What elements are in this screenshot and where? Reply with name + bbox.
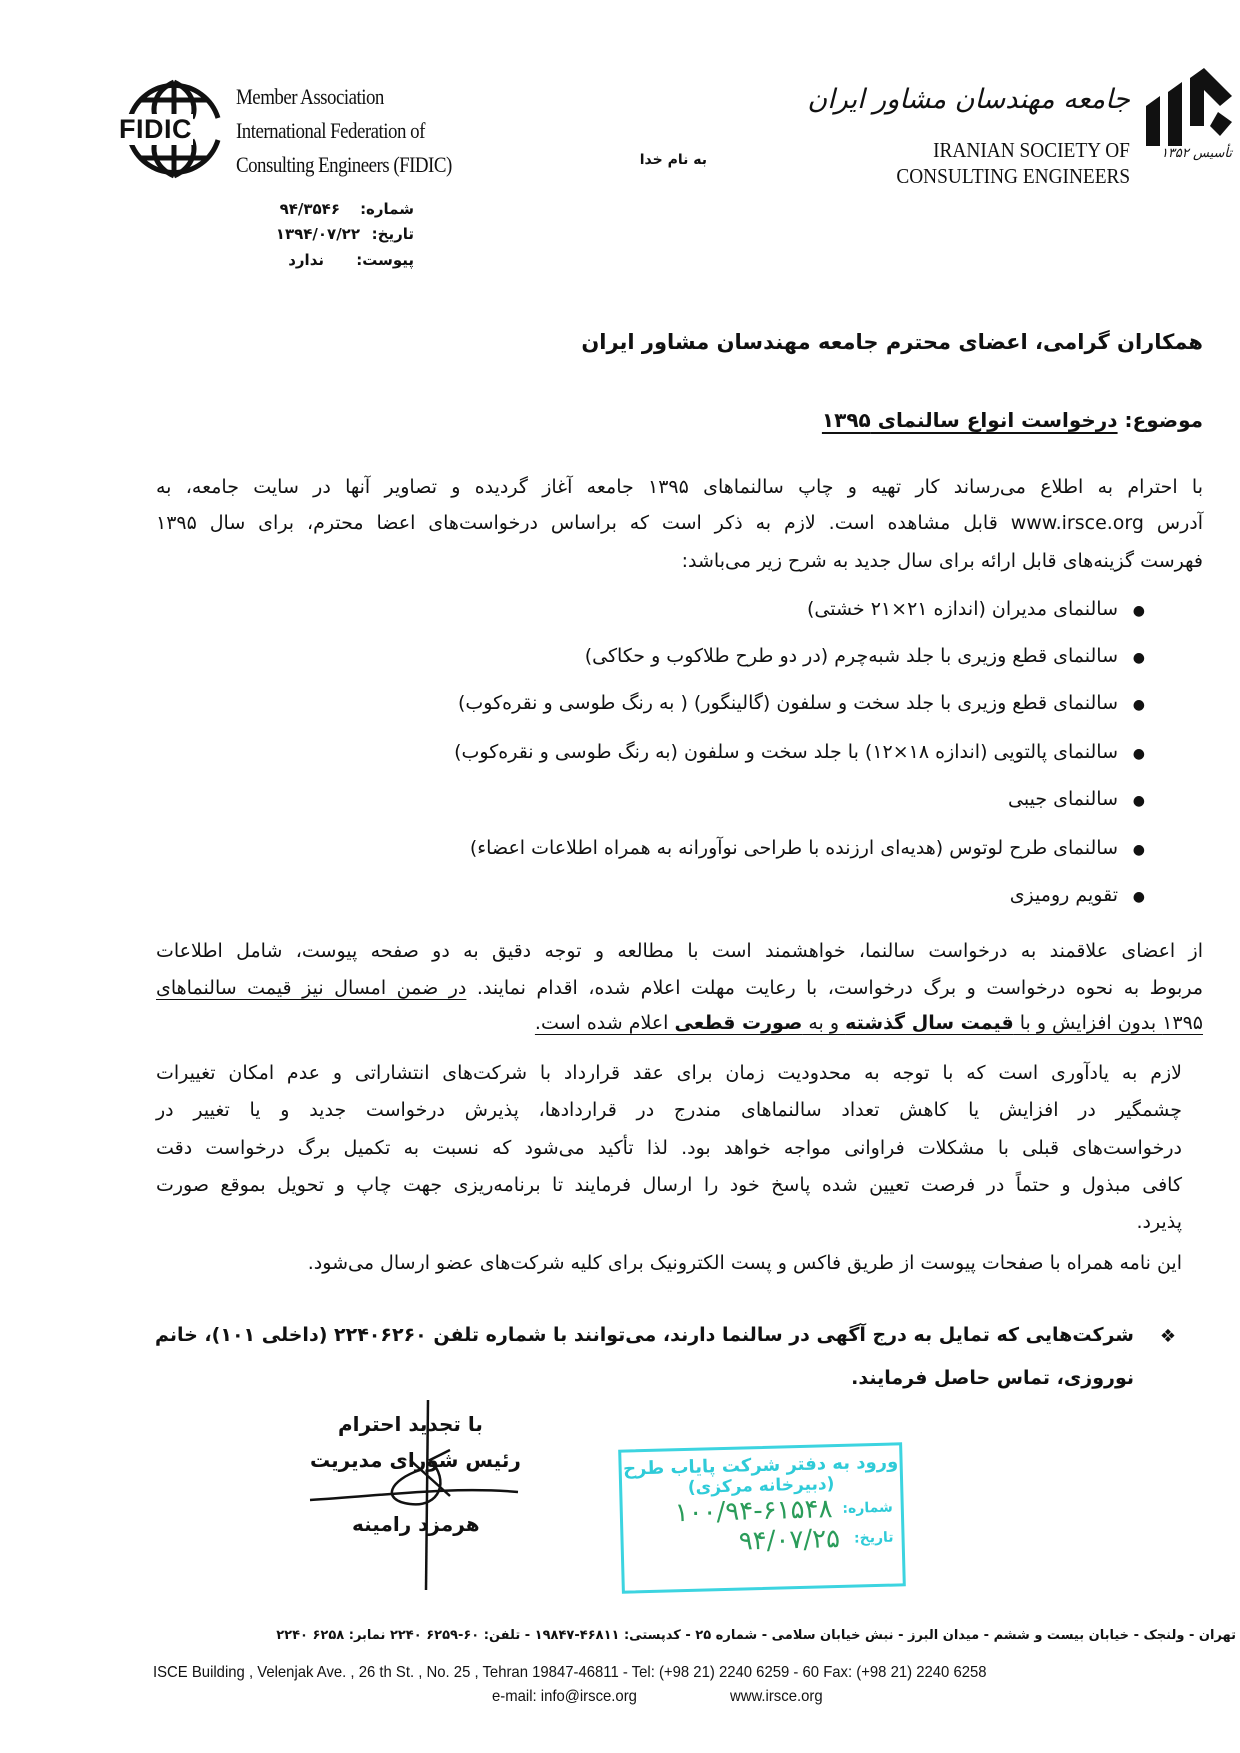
date-value: ۱۳۹۴/۰۷/۲۲ <box>275 225 360 243</box>
isce-english-line-2: CONSULTING ENGINEERS <box>896 164 1130 188</box>
text-line: ۱۳۹۵ بدون افزایش و با قیمت سال گذشته و به صورت قطعی اعلام شده است. <box>534 1012 1203 1034</box>
text-line: از اعضای علاقمند به درخواست سالنما، خواهشمند است با مطالعه و توجه دقیق به دو صفحه پیوست، شامل اطلاعات <box>156 940 1203 962</box>
stamp-line-1: ورود به دفتر شرکت پایاب طرح <box>622 1451 899 1480</box>
footer-website[interactable]: www.irsce.org <box>730 1688 823 1705</box>
subject <box>822 408 1203 432</box>
text-line: پذیرد. <box>1136 1211 1182 1233</box>
stamp-date-label: تاریخ: <box>853 1529 894 1547</box>
isce-logo <box>1140 66 1236 166</box>
bullet-icon: ● <box>1132 889 1145 905</box>
attachment-value: ندارد <box>288 251 324 269</box>
footer-email: e-mail: info@irsce.org <box>492 1688 637 1705</box>
text-line: مربوط به نحوه درخواست و برگ درخواست، با رعایت مهلت اعلام شده، اقدام نمایند. در ضمن امسال نیز قیمت سالنماهای <box>156 977 1204 999</box>
text-line: چشمگیر در افزایش یا کاهش تعداد سالنماهای مندرج در قراردادها، پذیرش درخواست جدید و یا تغییر در <box>156 1099 1182 1121</box>
bullet-icon: ● <box>1132 842 1145 858</box>
isce-persian-name: جامعه مهندسان مشاور ایران <box>807 84 1130 115</box>
text-line: فهرست گزینه‌های قابل ارائه برای سال جدید به شرح زیر می‌باشد: <box>681 550 1203 572</box>
footer-persian-address: تهران - ولنجک - خیابان بیست و ششم - میدان البرز - نبش خیابان سلامی - شماره ۲۵ - کدپستی: ۴۶۸۱۱-۱۹۸۴۷ - تلفن: ۶۰-۶۲۵۹ ۲۲۴۰ نمابر: ۶۲۵۸ ۲۲۴۰ <box>276 1628 1236 1643</box>
text-line: کافی مبذول و حتماً در فرصت تعیین شده پاسخ خود را ارسال فرمایند تا برنامه‌ریزی جهت چاپ و تحویل بموقع صورت <box>156 1174 1182 1196</box>
number-value: ۹۴/۳۵۴۶ <box>279 200 340 218</box>
text-line: نوروزی، تماس حاصل فرمایند. <box>851 1367 1134 1389</box>
signer-name: هرمزد رامینه <box>352 1512 480 1536</box>
stamp-date-value: ۹۴/۰۷/۲۵ <box>738 1523 841 1557</box>
subject-text: درخواست انواع سالنمای ۱۳۹۵ <box>821 408 1118 432</box>
attachment-label: پیوست: <box>356 251 414 269</box>
subject-label: موضوع: <box>1124 408 1203 432</box>
text-line: با احترام به اطلاع می‌رساند کار تهیه و چاپ سالنماهای ۱۳۹۵ جامعه آغاز گردیده و تصاویر آنها در سایت جامعه، به <box>156 476 1203 498</box>
text-line: لازم به یادآوری است که با توجه به محدودیت زمان برای عقد قرارداد با شرکت‌های انتشاراتی و عدم امکان تغییرات <box>156 1062 1182 1084</box>
fidic-logo <box>119 78 226 180</box>
stamp-number-label: شماره: <box>842 1499 893 1517</box>
bullet-icon: ● <box>1132 650 1145 666</box>
invocation: به نام خدا <box>639 152 707 168</box>
bullet-icon: ● <box>1132 746 1145 762</box>
diamond-bullet-icon: ❖ <box>1159 1326 1176 1347</box>
fidic-line-2: International Federation of <box>236 118 425 143</box>
fidic-line-1: Member Association <box>236 84 384 109</box>
date-label: تاریخ: <box>371 225 414 243</box>
number-label: شماره: <box>360 200 414 218</box>
received-stamp <box>618 1442 906 1593</box>
isce-founded: تأسیس ۱۳۵۲ <box>1160 146 1232 161</box>
salutation: همکاران گرامی، اعضای محترم جامعه مهندسان مشاور ایران <box>581 330 1203 354</box>
fidic-logo-text: FIDIC <box>119 114 192 144</box>
isce-english-line-1: IRANIAN SOCIETY OF <box>933 138 1130 162</box>
bullet-icon: ● <box>1132 697 1145 713</box>
text-line: درخواست‌های قبلی با مشکلات فراوانی مواجه خواهد بود. لذا تأکید می‌شود که نسبت به تکمیل برگ درخواست دقت <box>156 1137 1182 1159</box>
footer-english-address: ISCE Building , Velenjak Ave. , 26 th St. , No. 25 , Tehran 19847-46811 - Tel: (+98 21) 2240 6259 - 60 Fax: (+98 21) 2240 6258 <box>153 1664 987 1681</box>
closing: با تجدید احترام <box>338 1412 483 1436</box>
signer-title: رئیس شورای مدیریت <box>310 1448 521 1472</box>
fidic-line-3: Consulting Engineers (FIDIC) <box>236 152 452 177</box>
paragraph-distribution: این نامه همراه با صفحات پیوست از طریق فاکس و پست الکترونیک برای کلیه شرکت‌های عضو ارسال می‌شود. <box>307 1252 1182 1274</box>
text-line: شرکت‌هایی که تمایل به درج آگهی در سالنما دارند، می‌توانند با شماره تلفن ۲۲۴۰۶۲۶۰ (داخلی ۱۰۱)، خانم <box>154 1324 1134 1346</box>
text-line: آدرس www.irsce.org قابل مشاهده است. لازم به ذکر است که براساس درخواست‌های اعضا محترم، برای سال ۱۳۹۵ <box>156 512 1203 534</box>
bullet-icon: ● <box>1132 603 1145 619</box>
stamp-number-value: ۱۰۰/۹۴-۶۱۵۴۸ <box>674 1494 833 1529</box>
bullet-icon: ● <box>1132 793 1145 809</box>
stamp-line-2: (دبیرخانه مرکزی) <box>687 1474 835 1498</box>
handwritten-signature <box>300 1400 530 1590</box>
